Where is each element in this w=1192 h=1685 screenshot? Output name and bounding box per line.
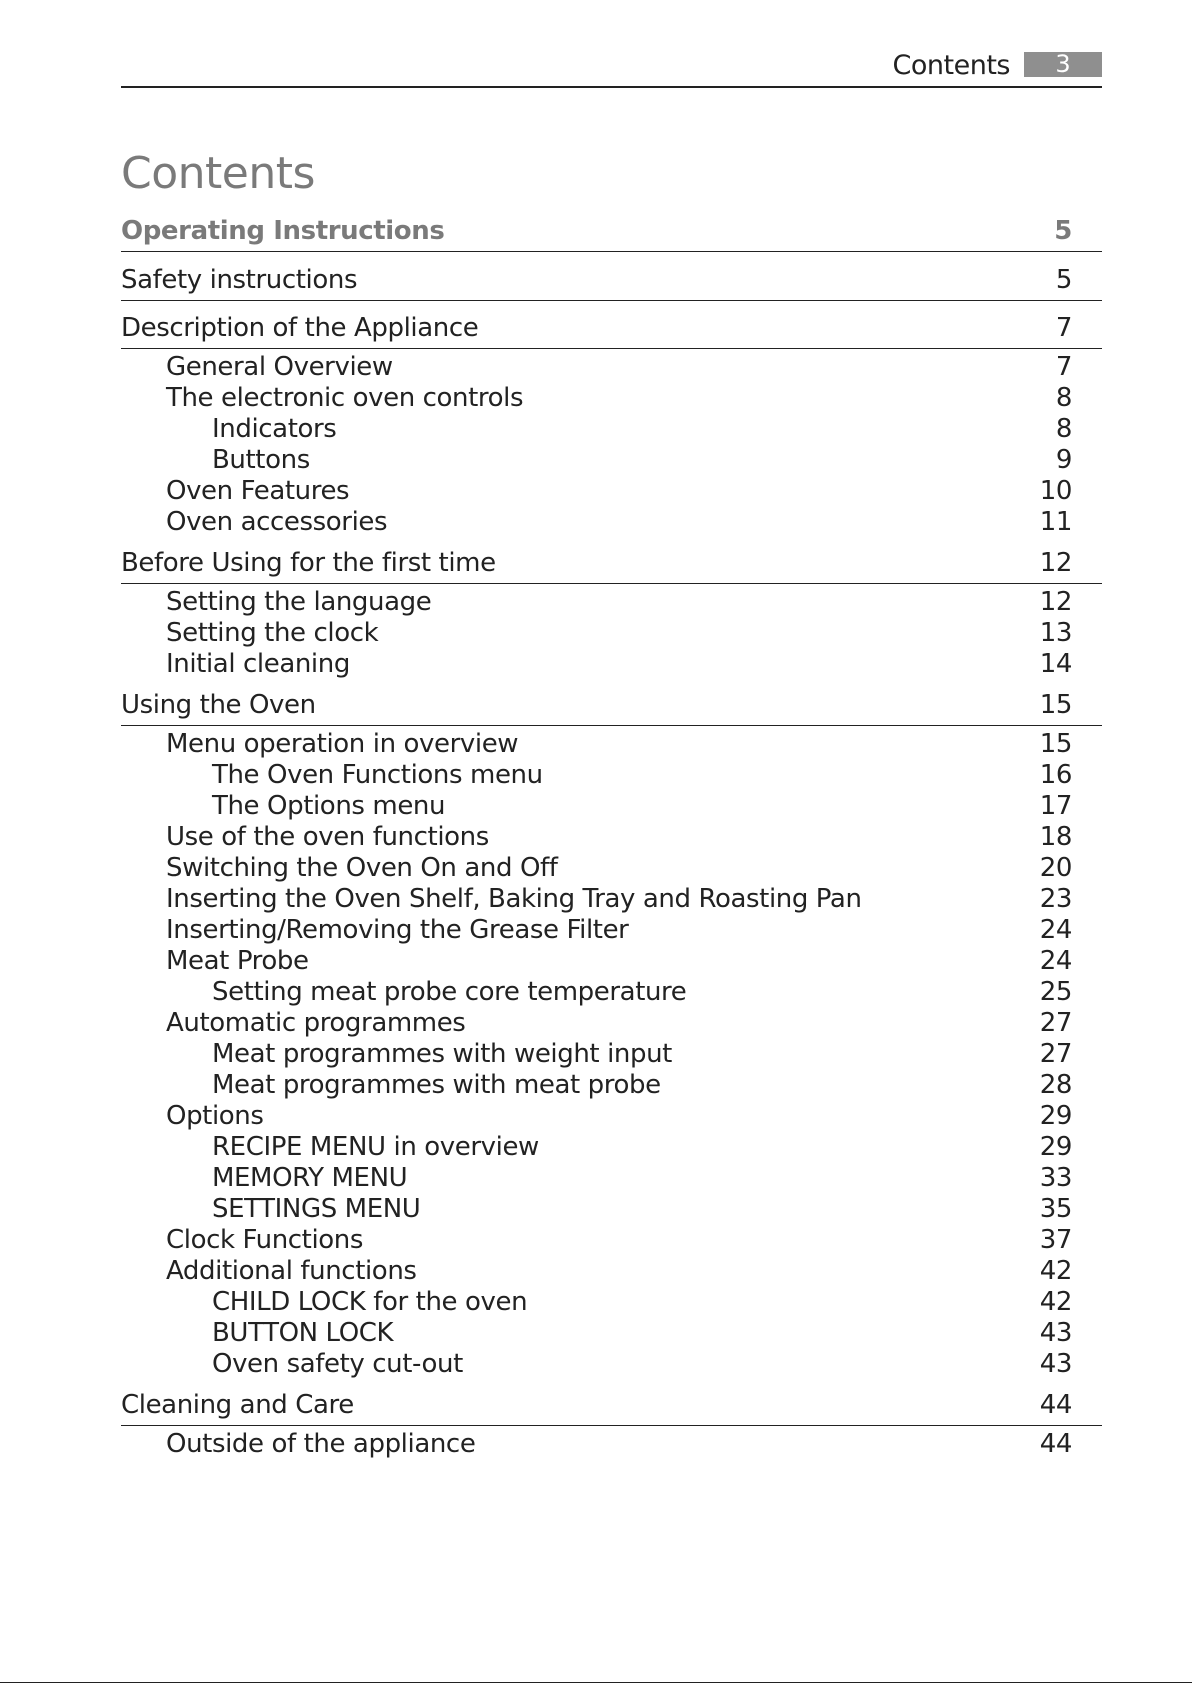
- toc-entry-page-number: 16: [1039, 760, 1072, 790]
- toc-entry-title: CHILD LOCK for the oven: [212, 1287, 528, 1317]
- toc-entry[interactable]: [121, 476, 1102, 506]
- toc-section-entry[interactable]: [121, 1390, 1102, 1420]
- toc-entry-page-number: 12: [1039, 548, 1072, 578]
- toc-entry[interactable]: [121, 414, 1102, 444]
- toc-entry-title: The electronic oven controls: [166, 383, 524, 413]
- toc-entry-title: Meat Probe: [166, 946, 309, 976]
- toc-entry[interactable]: [121, 1256, 1102, 1286]
- toc-entry-title: Meat programmes with meat probe: [212, 1070, 661, 1100]
- toc-entry-title: Setting meat probe core temperature: [212, 977, 687, 1007]
- toc-entry[interactable]: [121, 915, 1102, 945]
- section-divider: [121, 251, 1102, 252]
- toc-entry-page-number: 28: [1039, 1070, 1072, 1100]
- toc-entry-title: Additional functions: [166, 1256, 417, 1286]
- toc-entry-title: Before Using for the first time: [121, 548, 496, 578]
- toc-entry-title: Options: [166, 1101, 264, 1131]
- toc-entry-title: MEMORY MENU: [212, 1163, 408, 1193]
- toc-entry[interactable]: [121, 1287, 1102, 1317]
- section-divider: [121, 583, 1102, 584]
- toc-entry-title: BUTTON LOCK: [212, 1318, 394, 1348]
- section-divider: [121, 1425, 1102, 1426]
- toc-entry-title: Setting the clock: [166, 618, 379, 648]
- toc-entry-title: Automatic programmes: [166, 1008, 466, 1038]
- toc-entry-title: Initial cleaning: [166, 649, 350, 679]
- toc-entry-page-number: 18: [1039, 822, 1072, 852]
- toc-entry-title: Description of the Appliance: [121, 313, 479, 343]
- toc-entry-title: Switching the Oven On and Off: [166, 853, 558, 883]
- toc-entry[interactable]: [121, 1163, 1102, 1193]
- toc-entry-page-number: 24: [1039, 915, 1072, 945]
- toc-section-entry[interactable]: [121, 216, 1102, 246]
- toc-entry-title: Outside of the appliance: [166, 1429, 476, 1459]
- toc-entry-page-number: 33: [1039, 1163, 1072, 1193]
- toc-entry-page-number: 5: [1054, 216, 1072, 246]
- section-divider: [121, 300, 1102, 301]
- toc-entry-page-number: 14: [1039, 649, 1072, 679]
- toc-entry[interactable]: [121, 1349, 1102, 1379]
- toc-entry[interactable]: [121, 729, 1102, 759]
- toc-entry-page-number: 15: [1039, 729, 1072, 759]
- toc-entry[interactable]: [121, 1101, 1102, 1131]
- running-header-title: Contents: [892, 50, 1010, 81]
- toc-entry-page-number: 25: [1039, 977, 1072, 1007]
- page-number-badge: 3: [1024, 52, 1102, 77]
- toc-entry-page-number: 35: [1039, 1194, 1072, 1224]
- toc-entry[interactable]: [121, 1039, 1102, 1069]
- toc-entry-page-number: 23: [1039, 884, 1072, 914]
- toc-entry-page-number: 44: [1039, 1390, 1072, 1420]
- toc-section-entry[interactable]: [121, 690, 1102, 720]
- toc-entry-page-number: 15: [1039, 690, 1072, 720]
- toc-section-entry[interactable]: [121, 548, 1102, 578]
- toc-entry-title: RECIPE MENU in overview: [212, 1132, 539, 1162]
- toc-entry[interactable]: [121, 352, 1102, 382]
- toc-entry-title: Operating Instructions: [121, 216, 445, 246]
- toc-entry[interactable]: [121, 946, 1102, 976]
- toc-entry-title: Setting the language: [166, 587, 432, 617]
- toc-entry[interactable]: [121, 618, 1102, 648]
- bottom-divider: [0, 1682, 1192, 1683]
- toc-entry[interactable]: [121, 853, 1102, 883]
- toc-entry-title: Safety instructions: [121, 265, 358, 295]
- page-title: Contents: [121, 148, 315, 199]
- toc-entry-page-number: 27: [1039, 1008, 1072, 1038]
- toc-entry-page-number: 42: [1039, 1287, 1072, 1317]
- toc-entry-page-number: 17: [1039, 791, 1072, 821]
- page-header: [121, 46, 1102, 88]
- toc-entry[interactable]: [121, 1132, 1102, 1162]
- toc-entry-title: Using the Oven: [121, 690, 316, 720]
- toc-entry-page-number: 7: [1055, 352, 1072, 382]
- toc-entry[interactable]: [121, 1429, 1102, 1459]
- toc-entry[interactable]: [121, 1318, 1102, 1348]
- toc-entry-title: Oven safety cut-out: [212, 1349, 463, 1379]
- toc-entry-page-number: 43: [1039, 1318, 1072, 1348]
- toc-entry-title: Menu operation in overview: [166, 729, 519, 759]
- toc-entry-title: The Options menu: [212, 791, 446, 821]
- toc-entry-title: Indicators: [212, 414, 337, 444]
- toc-entry-page-number: 13: [1039, 618, 1072, 648]
- toc-entry-page-number: 27: [1039, 1039, 1072, 1069]
- toc-entry-title: Clock Functions: [166, 1225, 364, 1255]
- toc-entry[interactable]: [121, 1194, 1102, 1224]
- toc-entry[interactable]: [121, 587, 1102, 617]
- toc-entry-page-number: 37: [1039, 1225, 1072, 1255]
- toc-entry-page-number: 44: [1039, 1429, 1072, 1459]
- toc-entry-page-number: 5: [1055, 265, 1072, 295]
- toc-entry-page-number: 8: [1055, 383, 1072, 413]
- toc-entry[interactable]: [121, 1008, 1102, 1038]
- section-divider: [121, 348, 1102, 349]
- toc-entry-page-number: 24: [1039, 946, 1072, 976]
- toc-entry-page-number: 29: [1039, 1101, 1072, 1131]
- toc-entry-page-number: 11: [1039, 507, 1072, 537]
- toc-entry[interactable]: [121, 445, 1102, 475]
- toc-entry-page-number: 42: [1039, 1256, 1072, 1286]
- toc-entry-page-number: 9: [1055, 445, 1072, 475]
- toc-entry-page-number: 20: [1039, 853, 1072, 883]
- toc-entry[interactable]: [121, 649, 1102, 679]
- toc-entry-title: SETTINGS MENU: [212, 1194, 421, 1224]
- toc-entry-title: Inserting the Oven Shelf, Baking Tray and Roasting Pan: [166, 884, 862, 914]
- toc-entry[interactable]: [121, 884, 1102, 914]
- toc-entry[interactable]: [121, 977, 1102, 1007]
- toc-entry-page-number: 29: [1039, 1132, 1072, 1162]
- toc-section-entry[interactable]: [121, 313, 1102, 343]
- toc-entry[interactable]: [121, 1070, 1102, 1100]
- toc-entry[interactable]: [121, 791, 1102, 821]
- toc-entry[interactable]: [121, 760, 1102, 790]
- toc-entry-page-number: 7: [1055, 313, 1072, 343]
- toc-entry-page-number: 43: [1039, 1349, 1072, 1379]
- toc-entry[interactable]: [121, 822, 1102, 852]
- toc-entry-title: Cleaning and Care: [121, 1390, 354, 1420]
- toc-entry-page-number: 8: [1055, 414, 1072, 444]
- toc-entry-page-number: 10: [1039, 476, 1072, 506]
- toc-entry-title: Buttons: [212, 445, 310, 475]
- toc-entry[interactable]: [121, 1225, 1102, 1255]
- toc-section-entry[interactable]: [121, 265, 1102, 295]
- toc-entry-title: Meat programmes with weight input: [212, 1039, 672, 1069]
- toc-entry-title: General Overview: [166, 352, 393, 382]
- toc-entry-title: Oven accessories: [166, 507, 388, 537]
- toc-entry-page-number: 12: [1039, 587, 1072, 617]
- toc-entry[interactable]: [121, 383, 1102, 413]
- toc-entry-title: The Oven Functions menu: [212, 760, 543, 790]
- toc-entry-title: Use of the oven functions: [166, 822, 489, 852]
- toc-entry[interactable]: [121, 507, 1102, 537]
- toc-entry-title: Inserting/Removing the Grease Filter: [166, 915, 629, 945]
- toc-entry-title: Oven Features: [166, 476, 350, 506]
- section-divider: [121, 725, 1102, 726]
